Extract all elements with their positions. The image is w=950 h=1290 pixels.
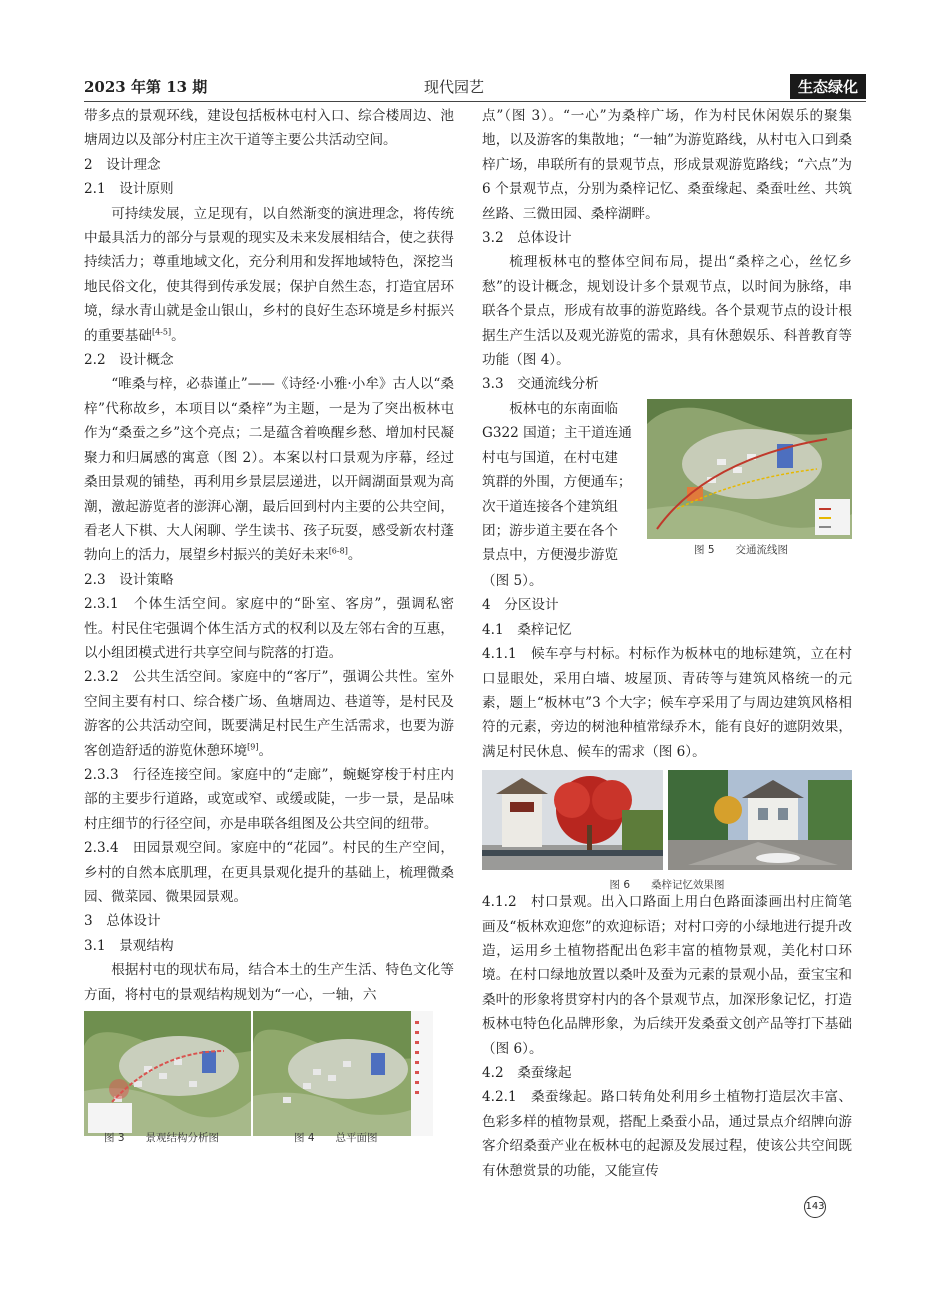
header-rule <box>84 101 866 102</box>
figure-6-caption-row <box>482 870 852 890</box>
issue-label: 2023 年第 13 期 <box>84 78 208 96</box>
heading-4-1: 4.1 桑梓记忆 <box>482 621 572 638</box>
text-line: G322 国道；主干道连通 <box>482 425 632 442</box>
figure-6-caption: 图 6 桑梓记忆效果图 <box>609 879 725 892</box>
heading-3-2: 3.2 总体设计 <box>482 230 572 247</box>
heading-2-1: 2.1 设计原则 <box>84 181 174 198</box>
traffic-text <box>482 397 647 568</box>
landscape-structure-figure <box>84 1011 251 1136</box>
paragraph: 带多点的景观环线，建设包括板林屯村入口、综合楼周边、池塘周边以及部分村庄主次干道等主要公共活动空间。 <box>84 108 454 149</box>
paragraph: 2.3.4 田园景观空间。家庭中的“花园”。村民的生产空间，乡村的自然本底肌理，在更具景观化提升的基础上，梳理微桑园、微菜园、微果园景观。 <box>84 840 454 905</box>
citation: [4-5] <box>151 327 172 337</box>
right-column <box>482 104 852 1183</box>
figure-3-caption: 图 3 景观结构分析图 <box>104 1132 220 1145</box>
text-line: 次干道连接各个建筑组 <box>482 498 618 515</box>
text-line: 板林屯的东南面临 <box>509 400 618 417</box>
traffic-section <box>482 397 852 569</box>
figure-6 <box>482 770 852 870</box>
page-number: 143 <box>804 1196 826 1218</box>
heading-2: 2 设计理念 <box>84 156 161 173</box>
traffic-flow-figure <box>647 399 852 539</box>
village-sign-render <box>482 770 663 870</box>
text: 2.3.2 公共生活空间。家庭中的“客厅”，强调公共性。室外空间主要有村口、综合楼广场、鱼塘周边、巷道等，是村民及游客的公共活动空间，既要满足村民生产生活需求，也要为游客创造舒适的游览休憩环境 <box>84 669 454 759</box>
figure-5-caption: 图 5 交通流线图 <box>694 543 789 556</box>
heading-3-1: 3.1 景观结构 <box>84 937 174 954</box>
paragraph: 2.3.3 行径连接空间。家庭中的“走廊”，蜿蜒穿梭于村庄内部的主要步行道路，或宽或窄、或缓或陡，一步一景，是品味村庄细节的行径空间，亦是串联各组图及公共空间的纽带。 <box>84 766 454 832</box>
paragraph: 根据村屯的现状布局，结合本土的生产生活、特色文化等方面，将村屯的景观结构规划为“一心，一轴，六 <box>84 962 454 1003</box>
left-column <box>84 104 454 1147</box>
heading-4: 4 分区设计 <box>482 597 559 614</box>
journal-title: 现代园艺 <box>424 78 485 96</box>
heading-3: 3 总体设计 <box>84 913 161 930</box>
paragraph: 4.1.1 候车亭与村标。村标作为板林屯的地标建筑，立在村口显眼处，采用白墙、坡屋顶、青砖等与建筑风格统一的元素，题上“板林屯”3 个大字；候车亭采用了与周边建筑风格相符的元素，旁边的树池种植常绿乔木，能有良好的遮阴效果，满足村民休息、候车的需求（图 6）。 <box>482 646 852 760</box>
paragraph: 点”（图 3）。“一心”为桑梓广场，作为村民休闲娱乐的聚集地，以及游客的集散地；“一轴”为游览路线，从村屯入口到桑梓广场，串联所有的景观节点，形成景观游览路线；“六点”为 6 个景观节点，分别为桑梓记忆、桑蚕缘起、桑蚕吐丝、共筑丝路、三微田园、桑梓湖畔。 <box>482 108 852 222</box>
text-line: 团；游步道主要在各个 <box>482 522 618 539</box>
heading-3-3: 3.3 交通流线分析 <box>482 376 599 393</box>
page-header <box>84 74 866 100</box>
paragraph: “唯桑与梓，必恭谨止”——《诗经·小雅·小牟》古人以“桑梓”代称故乡，本项目以“桑梓”为主题，一是为了突出板林屯作为“桑蚕之乡”这个亮点；二是蕴含着唤醒乡愁、增加村民凝聚力和归属感的寓意（图 2）。本案以村口景观为序幕，经过桑田景观的铺垫，再利用乡景层层递进，以开阔湖面景观为高潮，激起游览者的澎湃心潮，最后回到村内主要的公共空间，看老人下棋、大人闲聊、学生读书、孩子玩耍，感受新农村蓬勃向上的活力，展望乡村振兴的美好未来[6-8]。 <box>84 376 454 564</box>
heading-2-3: 2.3 设计策略 <box>84 571 174 588</box>
figure-captions-3-4 <box>84 1129 454 1147</box>
paragraph: 梳理板林屯的整体空间布局，提出“桑梓之心，丝忆乡愁”的设计概念，规划设计多个景观节点，以时间为脉络，串联各个景点，形成有故事的游览路线。各个景观节点的设计根据生产生活以及观光游览的需求，具有休憩娱乐、科普教育等功能（图 4）。 <box>482 254 852 369</box>
paragraph: 可持续发展，立足现有，以自然渐变的演进理念，将传统中最具活力的部分与景观的现实及未来发展相结合，使之获得持续活力；尊重地域文化，充分利用和发挥地域特色，深挖当地民俗文化，使其得到传承发展；保护自然生态，打造宜居环境，绿水青山就是金山银山，乡村的良好生态环境是乡村振兴的重要基础[4-5]。 <box>84 205 454 344</box>
text-line: 村屯与国道，在村屯建 <box>482 449 618 466</box>
figure-4-caption: 图 4 总平面图 <box>294 1132 378 1145</box>
heading-4-2: 4.2 桑蚕缘起 <box>482 1064 572 1081</box>
section-badge: 生态绿化 <box>790 74 866 99</box>
paragraph: 2.3.2 公共生活空间。家庭中的“客厅”，强调公共性。室外空间主要有村口、综合楼广场、鱼塘周边、巷道等，是村民及游客的公共活动空间，既要满足村民生产生活需求，也要为游客创造舒适的游览休憩环境[9]。 <box>84 669 454 759</box>
citation: [6-8] <box>328 546 348 556</box>
paragraph: 4.1.2 村口景观。出入口路面上用白色路面漆画出村庄简笔画及“板林欢迎您”的欢迎标语；对村口旁的小绿地进行提升改造，运用乡土植物搭配出色彩丰富的植物景观，美化村口环境。在村口绿地放置以桑叶及蚕为元素的景观小品，蚕宝宝和桑叶的形象将贯穿村内的各个景观节点，加深形象记忆，打造板林屯特色化品牌形象，为后续开发桑蚕文创产品等打下基础（图 6）。 <box>482 894 852 1057</box>
village-entrance-render <box>668 770 852 870</box>
text: 可持续发展，立足现有，以自然渐变的演进理念，将传统中最具活力的部分与景观的现实及未来发展相结合，使之获得持续活力；尊重地域文化，充分利用和发挥地域特色，深挖当地民俗文化，使其得到传承发展；保护自然生态，打造宜居环境，绿水青山就是金山银山，乡村的良好生态环境是乡村振兴的重要基础 <box>84 205 454 344</box>
text-line: 筑群的外围，方便通车； <box>482 474 632 491</box>
text-line: 景点中，方便漫步游览 <box>482 547 618 564</box>
paragraph-tail: （图 5）。 <box>482 572 543 589</box>
master-plan-figure <box>253 1011 433 1136</box>
heading-2-2: 2.2 设计概念 <box>84 352 174 369</box>
figure-3-4 <box>84 1011 454 1129</box>
paragraph: 4.2.1 桑蚕缘起。路口转角处利用乡土植物打造层次丰富、色彩多样的植物景观，搭配上桑蚕小品，通过景点介绍牌向游客介绍桑蚕产业在板林屯的起源及发展过程，使该公共空间既有休憩赏景的功能，又能宣传 <box>482 1089 852 1179</box>
citation: [9] <box>247 742 259 752</box>
paragraph: 2.3.1 个体生活空间。家庭中的“卧室、客房”，强调私密性。村民住宅强调个体生活方式的权利以及左邻右舍的互惠，以小组团模式进行共享空间与院落的打造。 <box>84 596 454 661</box>
text: “唯桑与梓，必恭谨止”——《诗经·小雅·小牟》古人以“桑梓”代称故乡，本项目以“桑梓”为主题，一是为了突出板林屯作为“桑蚕之乡”这个亮点；二是蕴含着唤醒乡愁、增加村民凝聚力和归属感的寓意（图 2）。本案以村口景观为序幕，经过桑田景观的铺垫，再利用乡景层层递进，以开阔湖面景观为高潮，激起游览者的澎湃心潮，最后回到村内主要的公共空间，看老人下棋、大人闲聊、学生读书、孩子玩耍，感受新农村蓬勃向上的活力，展望乡村振兴的美好未来 <box>84 376 454 564</box>
